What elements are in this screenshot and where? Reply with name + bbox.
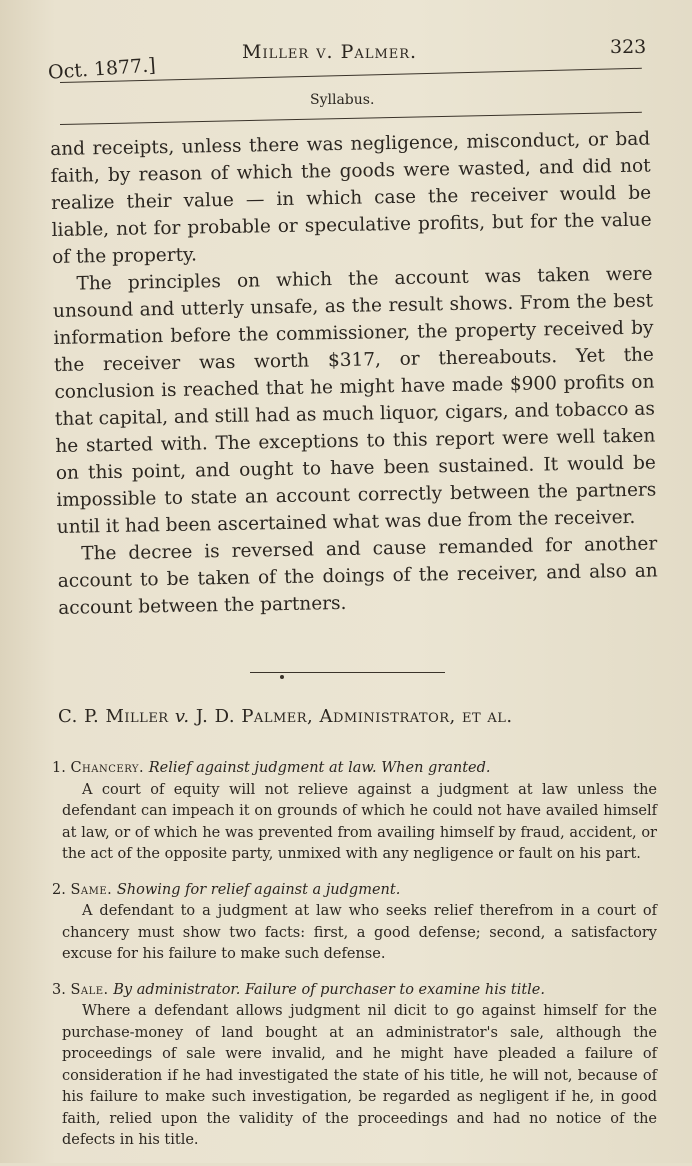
opinion-text (50, 126, 658, 622)
point-topic: Same. (70, 881, 113, 898)
section-divider (250, 672, 445, 673)
point-topic: Chancery. (70, 760, 145, 776)
syllabus-point (52, 980, 657, 1152)
party-1: C. P. Miller (58, 706, 169, 727)
paragraph: and receipts, unless there was negligence, misconduct, or bad faith, by reason of which the goods were wasted, and did not realize their value — in which case the receiver would be liable, not for probable or speculative profits, but for the value of the property. (50, 128, 652, 268)
section-rule (60, 112, 642, 125)
syllabus-points (52, 758, 657, 1166)
divider-ornament (280, 675, 284, 679)
running-title: Miller v. Palmer. (242, 41, 418, 63)
point-subtopic: By administrator. Failure of purchaser to examine his title. (113, 981, 545, 998)
point-number: 3. (52, 981, 66, 998)
point-number: 1. (52, 760, 66, 776)
party-2: J. D. Palmer, Administrator, et al. (195, 706, 513, 727)
syllabus-point (52, 758, 657, 866)
page-number: 323 (610, 36, 647, 58)
point-subtopic: Relief against judgment at law. When granted. (148, 760, 491, 776)
point-subtopic: Showing for relief against a judgment. (116, 881, 401, 898)
header-date: Oct. 1877.] (47, 54, 157, 84)
point-heading (52, 758, 657, 780)
point-number: 2. (52, 881, 66, 898)
paragraph: The decree is reversed and cause remanded for another account to be taken of the doings of the receiver, and also an account between the partners. (57, 533, 658, 619)
point-text: Where a defendant allows judgment nil dicit to go against himself for the purchase-money of land bought at an administrator's sale, although the proceedings of sale were invalid, and he might have pleaded a failure of consideration if he had investigated the state of his title, he will not, because of his failure to make such investigation, be regarded as negligent if he, in good faith, relied upon the validity of the proceedings and had no notice of the defects in his title. (62, 1003, 657, 1148)
point-heading (52, 980, 657, 1002)
point-topic: Sale. (70, 981, 109, 998)
section-label: Syllabus. (310, 92, 375, 108)
point-text: A defendant to a judgment at law who seeks relief therefrom in a court of chancery must show two facts: first, a good defense; second, a satisfactory excuse for his failure to make such defense. (62, 903, 657, 962)
case-title (58, 706, 658, 727)
paragraph: The principles on which the account was taken were unsound and utterly unsafe, as the result shows. From the best information before the commissioner, the property received by the receiver was worth $317, or thereabouts. Yet the conclusion is reached that he might have made $900 profits on that capital, and still had as much liquor, cigars, and tobacco as he started with. The exceptions to this report were well taken on this point, and ought to have been sustained. It would be impossible to state an account correctly between the partners until it had been ascertained what was due from the receiver. (52, 263, 657, 538)
point-heading (52, 880, 657, 902)
point-text: A court of equity will not relieve against a judgment at law unless the defendant can impeach it on grounds of which he could not have availed himself at law, or of which he was prevented from availing himself by fraud, accident, or the act of the opposite party, unmixed with any negligence or fault on his part. (62, 781, 657, 862)
versus: v. (174, 706, 190, 727)
syllabus-point (52, 880, 657, 966)
